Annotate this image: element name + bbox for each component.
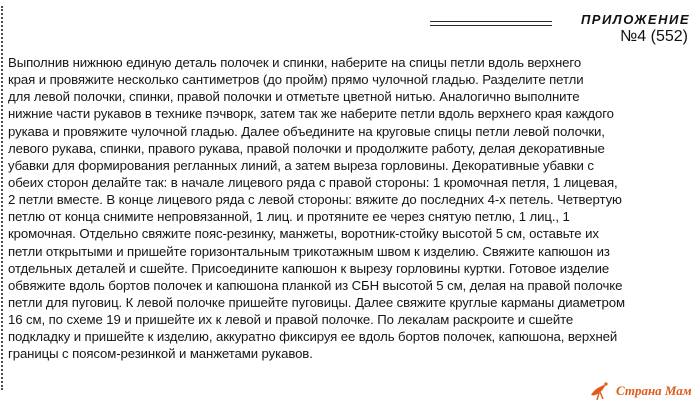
- text-line: для левой полочки, спинки, правой полочки и отметьте цветной нитью. Аналогично выполните: [8, 89, 580, 105]
- text-line: края и провяжите несколько сантиметров (до пройм) прямо чулочной гладью. Разделите петли: [8, 72, 584, 88]
- stork-logo-icon: [588, 380, 610, 402]
- text-line: 2 петли вместе. В конце лицевого ряда с левой стороны: вяжите до последних 4-х петель. Четвертую: [8, 192, 622, 208]
- text-line: петли для пуговиц. К левой полочке пришейте пуговицы. Далее свяжите круглые карманы диаметром: [8, 294, 625, 310]
- page-header: [430, 12, 690, 46]
- text-line: подкладку и пришейте к изделию, аккуратно фиксируя ее вдоль бортов полочек, капюшона, верхней: [8, 329, 618, 345]
- text-line: кромочная. Отдельно свяжите пояс-резинку, манжеты, воротник-стойку высотой 5 см, оставьте их: [8, 226, 599, 242]
- watermark: [588, 379, 692, 403]
- text-line: рукава и провяжите чулочной гладью. Далее объедините на круговые спицы петли левой полочки,: [8, 123, 605, 139]
- text-line: нижние части рукавов в технике пэчворк, затем так же наберите петли вдоль верхнего края каждого: [8, 106, 614, 122]
- text-line: левого рукава, спинки, правого рукава, правой полочки и продолжите работу, делая декоративные: [8, 140, 605, 156]
- text-line: петли открытыми и пришейте горизонтальным трикотажным швом к изделию. Свяжите капюшон из: [8, 243, 610, 259]
- text-line: обвяжите вдоль бортов полочек и капюшона планкой из СБН высотой 5 см, делая на правой полочке: [8, 277, 623, 293]
- text-line: 16 см, по схеме 19 и пришейте их к левой и правой полочке. По лекалам раскроите и сшейте: [8, 312, 574, 328]
- header-rule: [430, 21, 552, 26]
- text-line: отдельных деталей и сшейте. Присоедините капюшон к вырезу горловины куртки. Готовое изделие: [8, 260, 610, 276]
- left-margin-rule: [1, 6, 3, 390]
- section-title: ПРИЛОЖЕНИЕ: [580, 12, 690, 27]
- issue-number: №4 (552): [620, 28, 688, 45]
- text-line: петлю от конца снимите непровязанной, 1 лиц. и протяните ее через снятую петлю, 1 лиц., 1: [8, 209, 570, 225]
- text-line: границы с поясом-резинкой и манжетами рукавов.: [8, 346, 313, 362]
- text-line: убавки для формирования регланных линий, а затем выреза горловины. Декоративные убавки с: [8, 157, 594, 173]
- text-line: обеих сторон делайте так: в начале лицевого ряда с правой стороны: 1 кромочная петля, 1 лицевая,: [8, 174, 618, 190]
- text-line: Выполнив нижнюю единую деталь полочек и спинки, наберите на спицы петли вдоль верхнего: [8, 55, 582, 70]
- watermark-text: Страна Мам: [616, 383, 692, 398]
- body-text: [8, 54, 690, 363]
